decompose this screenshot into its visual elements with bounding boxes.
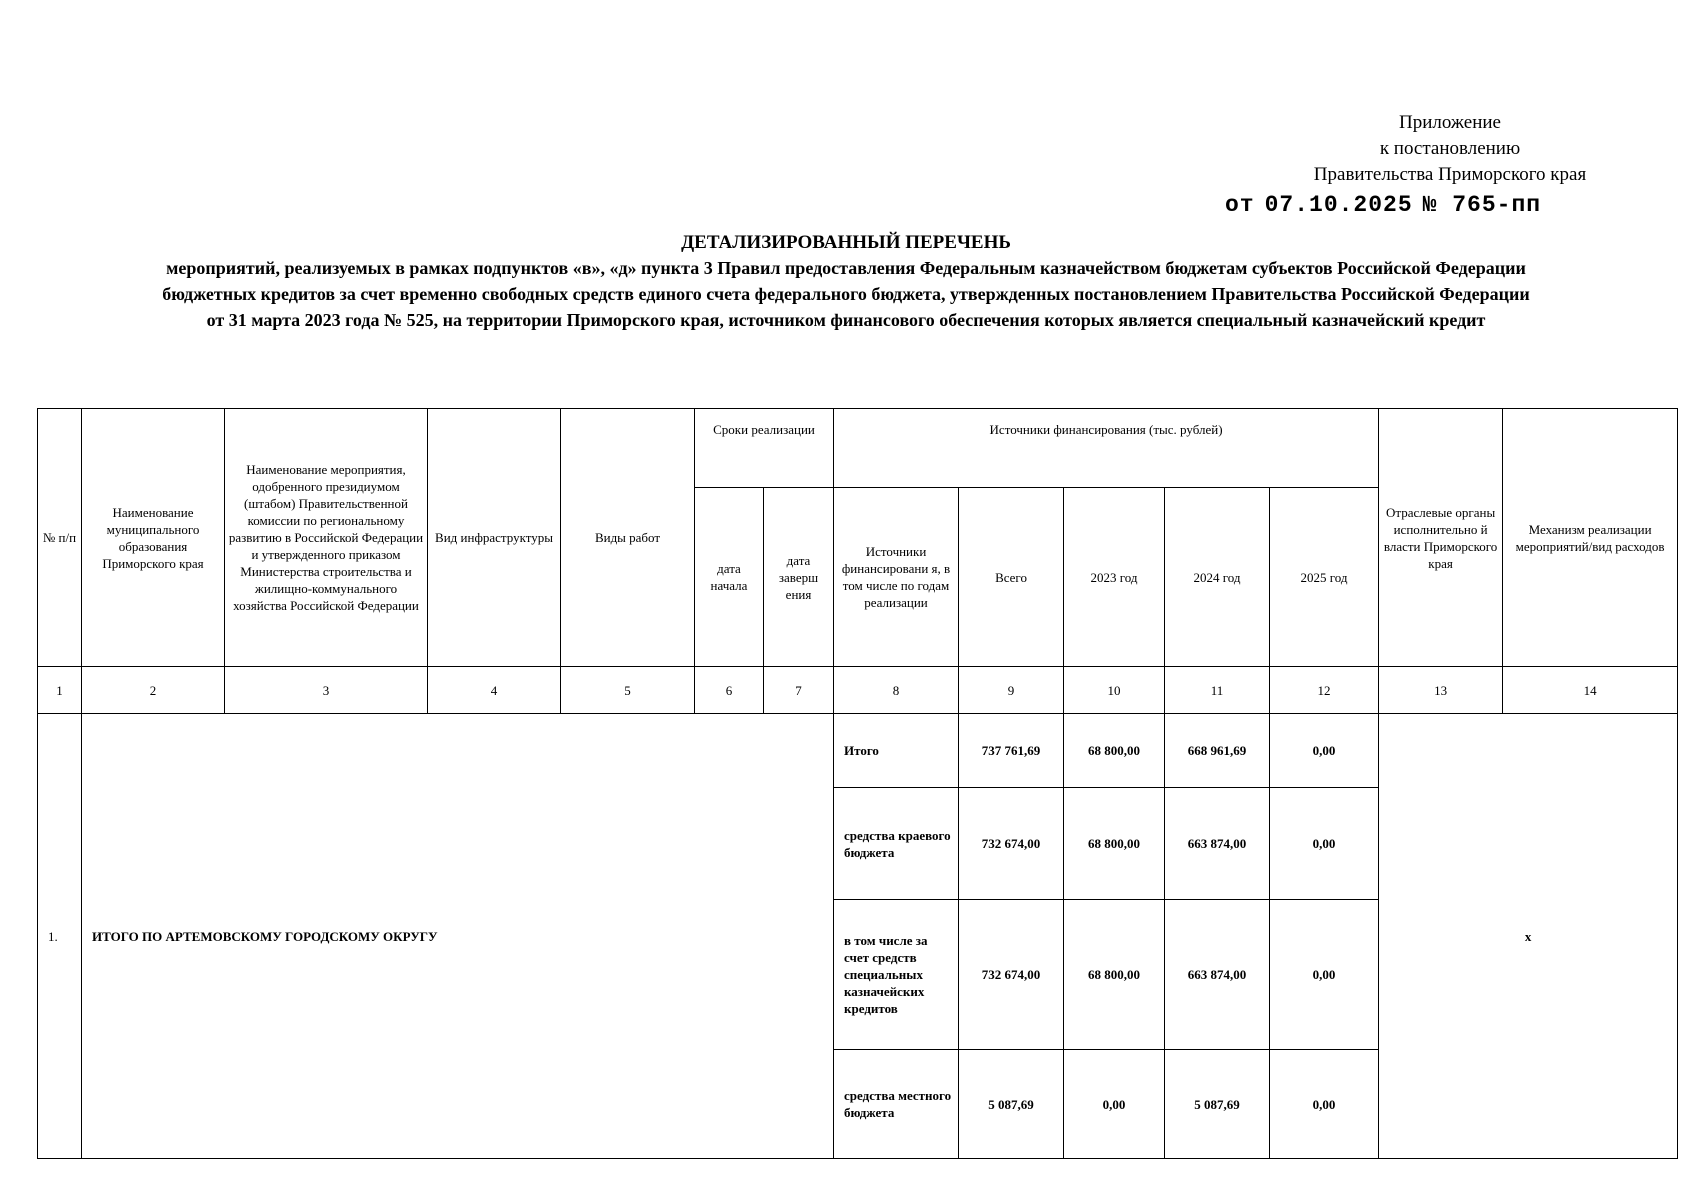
- header-municipality: Наименование муниципального образования Приморского края: [82, 409, 225, 667]
- header-event: Наименование мероприятия, одобренного президиумом (штабом) Правительственной комиссии по региональному развитию в Российской Федерации и утвержденного приказом Министерства строительства и жилищно-коммунального хозяйства Российской Федерации: [225, 409, 428, 667]
- header-num: № п/п: [38, 409, 82, 667]
- row-total: 737 761,69: [959, 714, 1064, 788]
- document-title: ДЕТАЛИЗИРОВАННЫЙ ПЕРЕЧЕНЬ: [681, 232, 1011, 253]
- group-number: 1.: [38, 714, 82, 1159]
- appendix-block: [1200, 110, 1692, 188]
- column-number: 13: [1379, 667, 1503, 714]
- group-name: ИТОГО ПО АРТЕМОВСКОМУ ГОРОДСКОМУ ОКРУГУ: [82, 714, 834, 1159]
- row-2025: 0,00: [1270, 714, 1379, 788]
- column-number: 7: [764, 667, 834, 714]
- row-source: средства местного бюджета: [834, 1050, 959, 1159]
- column-number: 9: [959, 667, 1064, 714]
- column-number: 1: [38, 667, 82, 714]
- document-subtitle: [60, 255, 1632, 333]
- decree-date: 07.10.2025: [1264, 192, 1413, 218]
- row-source: Итого: [834, 714, 959, 788]
- column-number: 10: [1064, 667, 1165, 714]
- row-source: в том числе за счет средств специальных казначейских кредитов: [834, 900, 959, 1050]
- header-start: дата начала: [695, 488, 764, 667]
- header-infrastructure: Вид инфраструктуры: [428, 409, 561, 667]
- header-2023: 2023 год: [1064, 488, 1165, 667]
- row-2024: 668 961,69: [1165, 714, 1270, 788]
- subtitle-line: от 31 марта 2023 года № 525, на территории Приморского края, источником финансового обеспечения которых является специальный казначейский кредит: [206, 310, 1486, 330]
- header-2024: 2024 год: [1165, 488, 1270, 667]
- row-2025: 0,00: [1270, 1050, 1379, 1159]
- header-sources: Источники финансировани я, в том числе по годам реализации: [834, 488, 959, 667]
- row-2025: 0,00: [1270, 788, 1379, 900]
- row-2025: 0,00: [1270, 900, 1379, 1050]
- row-2024: 663 874,00: [1165, 900, 1270, 1050]
- row-total: 5 087,69: [959, 1050, 1064, 1159]
- subtitle-line: мероприятий, реализуемых в рамках подпунктов «в», «д» пункта 3 Правил предоставления Федеральным казначейством бюджетам субъектов Российской Федерации: [166, 258, 1526, 278]
- column-number: 12: [1270, 667, 1379, 714]
- appendix-line: Приложение: [1399, 112, 1501, 133]
- column-number: 6: [695, 667, 764, 714]
- column-number: 3: [225, 667, 428, 714]
- appendix-line: к постановлению: [1379, 138, 1521, 159]
- column-number: 11: [1165, 667, 1270, 714]
- row-2023: 68 800,00: [1064, 788, 1165, 900]
- row-total: 732 674,00: [959, 788, 1064, 900]
- header-bodies: Отраслевые органы исполнительно й власти Приморского края: [1379, 409, 1503, 667]
- mechanism-mark: x: [1379, 714, 1678, 1159]
- header-total: Всего: [959, 488, 1064, 667]
- header-2025: 2025 год: [1270, 488, 1379, 667]
- row-total: 732 674,00: [959, 900, 1064, 1050]
- appendix-line: Правительства Приморского края: [1313, 164, 1587, 185]
- column-number: 8: [834, 667, 959, 714]
- row-2023: 68 800,00: [1064, 714, 1165, 788]
- header-mechanism: Механизм реализации мероприятий/вид расходов: [1503, 409, 1678, 667]
- row-source: средства краевого бюджета: [834, 788, 959, 900]
- column-number: 2: [82, 667, 225, 714]
- header-terms: Сроки реализации: [695, 409, 834, 488]
- row-2024: 5 087,69: [1165, 1050, 1270, 1159]
- column-number: 5: [561, 667, 695, 714]
- row-2023: 0,00: [1064, 1050, 1165, 1159]
- column-number: 4: [428, 667, 561, 714]
- decree-prefix: от: [1225, 192, 1255, 218]
- column-number: 14: [1503, 667, 1678, 714]
- decree-stamp: [1225, 192, 1551, 218]
- header-works: Виды работ: [561, 409, 695, 667]
- subtitle-line: бюджетных кредитов за счет временно свободных средств единого счета федерального бюджета, утвержденных постановлением Правительства Российской Федерации: [162, 284, 1530, 304]
- header-end: дата заверш ения: [764, 488, 834, 667]
- decree-number: № 765-пп: [1422, 192, 1542, 218]
- row-2024: 663 874,00: [1165, 788, 1270, 900]
- header-funding: Источники финансирования (тыс. рублей): [834, 409, 1379, 488]
- row-2023: 68 800,00: [1064, 900, 1165, 1050]
- events-table: [37, 408, 1678, 1159]
